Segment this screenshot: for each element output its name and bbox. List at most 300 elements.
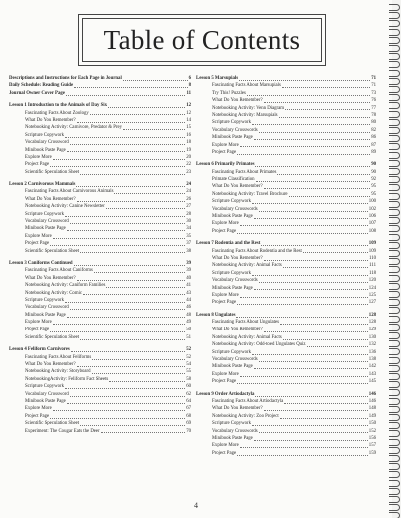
spiral-coil: [389, 201, 400, 208]
entry-page-number: 152: [368, 428, 376, 434]
dot-leader: [67, 317, 185, 318]
dot-leader: [67, 230, 185, 231]
entry-page-number: 145: [368, 379, 376, 385]
spiral-coil: [389, 463, 400, 470]
entry-page-number: 19: [186, 147, 191, 153]
spiral-coil: [389, 143, 400, 150]
spiral-coil: [389, 70, 400, 77]
entry-title: Notebooking Activity: Venn Diagram: [212, 105, 284, 111]
dot-leader: [236, 317, 367, 318]
spiral-coil: [389, 406, 400, 413]
dot-leader: [50, 331, 185, 332]
toc-subentry: [196, 119, 376, 126]
dot-leader: [123, 80, 188, 81]
entry-title: Fascinating Facts About Artiodactyla: [212, 399, 284, 404]
dot-leader: [53, 324, 185, 325]
entry-title: Vocabulary Crosswords: [212, 278, 258, 284]
dot-leader: [94, 272, 185, 273]
toc-subentry: [196, 327, 376, 334]
entry-title: Project Page: [212, 149, 237, 155]
toc-lesson-entry: [9, 346, 191, 353]
toc-subentry: [196, 213, 376, 220]
toc-lesson-entry: [196, 75, 376, 82]
spiral-coil: [389, 307, 400, 314]
entry-title: Lesson 4 Feliform Carnivores: [9, 347, 70, 353]
toc-subentry: [196, 299, 376, 306]
entry-title: What Do You Remember?: [25, 362, 76, 368]
toc-subentry: [196, 319, 376, 326]
entry-page-number: 77: [371, 105, 376, 111]
toc-subentry: [196, 82, 376, 89]
entry-page-number: 22: [186, 162, 191, 168]
entry-title: Fascinating Facts About Rodentia and the Rest: [212, 248, 302, 254]
toc-lesson-entry: [9, 181, 191, 188]
entry-title: What Do You Remember?: [212, 327, 263, 333]
toc-subentry: [196, 220, 376, 227]
dot-leader: [240, 225, 368, 226]
dot-leader: [280, 418, 368, 419]
dot-leader: [237, 455, 368, 456]
toc-subentry: [9, 405, 191, 412]
spiral-coil: [389, 234, 400, 241]
entry-title: Vocabulary Crossword: [25, 391, 69, 397]
spiral-coil: [389, 127, 400, 134]
spiral-coil: [389, 324, 400, 331]
entry-page-number: 54: [186, 362, 191, 368]
page-title: Table of Contents: [103, 24, 301, 55]
dot-leader: [264, 410, 368, 411]
dot-leader: [247, 95, 370, 96]
entry-title: Scripture Copywork: [25, 384, 65, 390]
entry-title: Fascinating Facts About Caniforms: [25, 268, 93, 274]
spiral-coil: [389, 242, 400, 249]
entry-title: Fascinating Facts About Feliforms: [25, 354, 92, 360]
entry-page-number: 69: [186, 421, 191, 427]
spiral-coil: [389, 102, 400, 109]
entry-page-number: 95: [371, 191, 376, 197]
entry-title: Fascinating Facts About Zoology: [25, 110, 89, 116]
spiral-coil: [389, 225, 400, 232]
toc-lesson-entry: [196, 161, 376, 168]
spiral-coil: [389, 45, 400, 52]
toc-subentry: [196, 341, 376, 348]
toc-subentry: [196, 176, 376, 183]
dot-leader: [289, 196, 371, 197]
entry-page-number: 95: [371, 184, 376, 190]
entry-page-number: 48: [186, 312, 191, 318]
entry-page-number: 82: [371, 127, 376, 133]
toc-subentry: [9, 290, 191, 297]
entry-title: Notebooking Activity: Marsupials: [212, 112, 278, 118]
spiral-coil: [389, 152, 400, 159]
entry-title: Scripture Copywork: [212, 199, 252, 205]
entry-title: Scientific Speculation Sheet: [25, 334, 80, 340]
entry-title: Minibook Paste Page: [212, 285, 253, 291]
dot-leader: [123, 129, 185, 130]
dot-leader: [259, 211, 368, 212]
entry-page-number: 51: [186, 334, 191, 340]
entry-page-number: 127: [368, 300, 376, 306]
entry-title: Lesson 2 Carnivorous Mammals: [9, 182, 76, 188]
entry-title: Project Page: [212, 450, 237, 456]
dot-leader: [70, 144, 185, 145]
entry-page-number: 40: [186, 275, 191, 281]
spiral-coil: [389, 266, 400, 273]
toc-subentry: [196, 262, 376, 269]
entry-page-number: 107: [368, 221, 376, 227]
entry-page-number: 106: [368, 214, 376, 220]
toc-subentry: [9, 169, 191, 176]
entry-title: Lesson 5 Marsupials: [196, 75, 239, 81]
dot-leader: [77, 366, 186, 367]
toc-subentry: [196, 371, 376, 378]
entry-page-number: 26: [186, 196, 191, 202]
spiral-coil: [389, 455, 400, 462]
entry-page-number: 28: [186, 211, 191, 217]
entry-page-number: 50: [186, 327, 191, 333]
entry-page-number: 64: [186, 399, 191, 404]
entry-page-number: 16: [186, 132, 191, 138]
dot-leader: [237, 233, 368, 234]
toc-subentry: [9, 327, 191, 334]
dot-leader: [50, 418, 185, 419]
toc-subentry: [196, 191, 376, 198]
entry-title: Notebooking Activity: Comic: [25, 290, 83, 296]
dot-leader: [77, 280, 186, 281]
spiral-coil: [389, 430, 400, 437]
entry-page-number: 41: [186, 283, 191, 289]
toc-subentry: [196, 450, 376, 457]
entry-page-number: 24: [186, 189, 191, 195]
spiral-coil: [389, 160, 400, 167]
entry-title: Explore More: [25, 233, 52, 239]
toc-subentry: [9, 188, 191, 195]
dot-leader: [261, 245, 367, 246]
toc-subentry: [9, 132, 191, 139]
entry-title: Explore More: [212, 221, 239, 227]
entry-title: Explore More: [25, 154, 52, 160]
entry-title: Fascinating Facts About Ungulates: [212, 320, 280, 326]
dot-leader: [279, 117, 371, 118]
dot-leader: [67, 403, 185, 404]
toc-subentry: [196, 334, 376, 341]
entry-page-number: 159: [368, 450, 376, 456]
entry-page-number: 73: [371, 90, 376, 96]
toc-subentry: [9, 304, 191, 311]
entry-title: Scientific Speculation Sheet: [25, 421, 80, 427]
toc-subentry: [9, 203, 191, 210]
entry-page-number: 39: [186, 260, 191, 266]
toc-subentry: [196, 183, 376, 190]
toc-subentry: [196, 206, 376, 213]
toc-subentry: [9, 376, 191, 383]
spiral-coil: [389, 422, 400, 429]
entry-page-number: 44: [186, 297, 191, 303]
entry-title: Try This! Puzzles: [212, 90, 246, 96]
toc-subentry: [9, 334, 191, 341]
entry-page-number: 129: [368, 327, 376, 333]
spiral-coil: [389, 488, 400, 495]
entry-page-number: 11: [186, 90, 191, 96]
entry-title: Project Page: [25, 241, 50, 247]
toc-subentry: [196, 349, 376, 356]
toc-subentry: [196, 398, 376, 405]
dot-leader: [70, 223, 185, 224]
entry-title: Lesson 7 Rodentia and the Rest: [196, 241, 261, 247]
entry-title: Scientific Speculation Sheet: [25, 169, 80, 175]
entry-title: Journal Owner Cover Page: [9, 90, 65, 96]
spiral-coil: [389, 217, 400, 224]
title-frame: [78, 14, 326, 66]
entry-title: Scripture Copywork: [25, 132, 65, 138]
entry-title: Project Page: [212, 228, 237, 234]
entry-title: NotebookingActivity: Feliform Fact Sheets: [25, 376, 109, 382]
entry-page-number: 55: [186, 369, 191, 375]
dot-leader: [65, 137, 185, 138]
spiral-coil: [389, 291, 400, 298]
entry-title: Minibook Paste Page: [212, 435, 253, 441]
entry-title: Vocabulary Crosswords: [212, 357, 258, 363]
entry-title: Lesson 6 Primarily Primates: [196, 162, 255, 168]
entry-title: Project Page: [212, 379, 237, 385]
entry-title: Fascinating Facts About Carnivorous Animals: [25, 189, 114, 195]
toc-subentry: [196, 127, 376, 134]
dot-leader: [240, 376, 368, 377]
spiral-coil: [389, 283, 400, 290]
dot-leader: [67, 151, 185, 152]
toc-subentry: [196, 428, 376, 435]
entry-title: What Do You Remember?: [25, 196, 76, 202]
spiral-coil: [389, 504, 400, 511]
entry-page-number: 90: [371, 162, 376, 168]
toc-subentry: [196, 134, 376, 141]
dot-leader: [254, 440, 368, 441]
spiral-coil: [389, 389, 400, 396]
spiral-coil: [389, 357, 400, 364]
spiral-coil: [389, 348, 400, 355]
spiral-coil: [389, 86, 400, 93]
dot-leader: [237, 304, 368, 305]
spiral-coil: [389, 480, 400, 487]
spiral-coil: [389, 299, 400, 306]
dot-leader: [71, 351, 185, 352]
entry-page-number: 39: [186, 268, 191, 274]
entry-page-number: 8: [188, 83, 191, 89]
dot-leader: [254, 289, 368, 290]
entry-page-number: 35: [186, 233, 191, 239]
toc-subentry: [9, 428, 191, 435]
entry-title: Notebooking Activity: Zoo Project: [212, 413, 279, 419]
entry-title: Experiment: The Cougar Eats the Deer: [25, 428, 100, 434]
toc-subentry: [9, 139, 191, 146]
dot-leader: [254, 139, 370, 140]
entry-title: What Do You Remember?: [212, 98, 263, 104]
entry-title: Scripture Copywork: [212, 421, 252, 427]
dot-leader: [109, 381, 185, 382]
toc-subentry: [196, 442, 376, 449]
toc-right-column: [196, 75, 376, 457]
entry-page-number: 125: [368, 292, 376, 298]
entry-page-number: 86: [371, 135, 376, 141]
entry-title: What Do You Remember?: [25, 275, 76, 281]
entry-page-number: 6: [188, 75, 191, 81]
toc-subentry: [196, 277, 376, 284]
toc-subentry: [196, 413, 376, 420]
entry-page-number: 80: [371, 120, 376, 126]
dot-leader: [74, 265, 186, 266]
entry-title: Minibook Paste Page: [25, 226, 66, 232]
entry-title: Explore More: [212, 371, 239, 377]
dot-leader: [280, 324, 368, 325]
spiral-coil: [389, 414, 400, 421]
toc-subentry: [196, 255, 376, 262]
toc-subentry: [196, 198, 376, 205]
entry-page-number: 12: [186, 110, 191, 116]
entry-title: Vocabulary Crossword: [25, 305, 69, 311]
dot-leader: [70, 309, 185, 310]
dot-leader: [307, 346, 368, 347]
toc-subentry: [9, 248, 191, 255]
entry-title: Explore More: [212, 443, 239, 449]
entry-title: Explore More: [212, 292, 239, 298]
toc-subentry: [9, 391, 191, 398]
spiral-coil: [389, 258, 400, 265]
dot-leader: [76, 186, 185, 187]
entry-page-number: 89: [371, 149, 376, 155]
dot-leader: [282, 87, 370, 88]
entry-page-number: 46: [186, 305, 191, 311]
entry-page-number: 60: [186, 384, 191, 390]
toc-subentry: [9, 354, 191, 361]
entry-title: Minibook Paste Page: [25, 312, 66, 318]
spiral-coil: [389, 78, 400, 85]
spiral-coil: [389, 373, 400, 380]
dot-leader: [264, 260, 368, 261]
toc-subentry: [9, 240, 191, 247]
entry-page-number: 52: [186, 347, 191, 353]
spiral-coil: [389, 365, 400, 372]
entry-title: Descriptions and Instructions for Each Page in Journal: [9, 75, 122, 81]
toc-subentry: [9, 383, 191, 390]
entry-page-number: 68: [186, 413, 191, 419]
entry-page-number: 150: [368, 421, 376, 427]
dot-leader: [252, 203, 368, 204]
entry-page-number: 109: [368, 241, 376, 247]
dot-leader: [80, 425, 185, 426]
toc-lesson-entry: [196, 312, 376, 319]
entry-title: Explore More: [212, 142, 239, 148]
entry-page-number: 14: [186, 117, 191, 123]
dot-leader: [106, 287, 185, 288]
dot-leader: [65, 388, 185, 389]
spiral-coil: [389, 496, 400, 503]
toc-subentry: [196, 90, 376, 97]
entry-title: What Do You Remember?: [212, 406, 263, 412]
spiral-coil: [389, 168, 400, 175]
dot-leader: [237, 383, 368, 384]
dot-leader: [284, 403, 368, 404]
dot-leader: [50, 245, 185, 246]
entry-page-number: 49: [186, 320, 191, 326]
dot-leader: [108, 107, 185, 108]
dot-leader: [74, 87, 187, 88]
entry-title: Project Page: [25, 162, 50, 168]
entry-title: Fascinating Facts About Marsupials: [212, 83, 281, 89]
spiral-coil: [389, 135, 400, 142]
toc-subentry: [9, 218, 191, 225]
toc-lesson-entry: [9, 82, 191, 89]
dot-leader: [240, 447, 368, 448]
entry-page-number: 110: [368, 255, 376, 261]
dot-leader: [303, 252, 368, 253]
entry-title: Project Page: [25, 413, 50, 419]
entry-title: Minibook Paste Page: [25, 399, 66, 404]
toc-subentry: [9, 361, 191, 368]
toc-subentry: [9, 267, 191, 274]
entry-title: Notebooking Activity: Animal Facts: [212, 334, 282, 340]
dot-leader: [70, 396, 185, 397]
entry-page-number: 30: [186, 219, 191, 225]
toc-subentry: [9, 117, 191, 124]
entry-page-number: 146: [368, 391, 376, 397]
entry-page-number: 118: [368, 270, 376, 276]
entry-page-number: 100: [368, 199, 376, 205]
toc-subentry: [9, 398, 191, 405]
entry-title: Primate Classification: [212, 177, 255, 183]
toc-subentry: [9, 110, 191, 117]
entry-page-number: 132: [368, 342, 376, 348]
entry-page-number: 120: [368, 278, 376, 284]
dot-leader: [240, 146, 370, 147]
dot-leader: [77, 201, 186, 202]
toc-subentry: [9, 154, 191, 161]
entry-page-number: 92: [371, 177, 376, 183]
spiral-coil: [389, 29, 400, 36]
dot-leader: [106, 208, 185, 209]
entry-page-number: 52: [186, 354, 191, 360]
dot-leader: [259, 432, 368, 433]
entry-page-number: 37: [186, 241, 191, 247]
spiral-binding: [387, 0, 401, 518]
entry-title: Notebooking Activity: Caniform Families: [25, 283, 106, 289]
dot-leader: [259, 361, 368, 362]
toc-lesson-entry: [196, 240, 376, 247]
entry-title: What Do You Remember?: [25, 117, 76, 123]
entry-page-number: 71: [371, 75, 376, 81]
toc-subentry: [196, 97, 376, 104]
toc-subentry: [9, 297, 191, 304]
dot-leader: [254, 368, 368, 369]
dot-leader: [77, 122, 186, 123]
entry-page-number: 102: [368, 206, 376, 212]
dot-leader: [101, 432, 186, 433]
spiral-coil: [389, 176, 400, 183]
entry-page-number: 23: [186, 169, 191, 175]
dot-leader: [53, 238, 185, 239]
spiral-coil: [389, 332, 400, 339]
dot-leader: [53, 159, 185, 160]
toc-subentry: [9, 147, 191, 154]
entry-page-number: 62: [186, 391, 191, 397]
toc-subentry: [196, 420, 376, 427]
dot-leader: [252, 354, 368, 355]
toc-subentry: [196, 270, 376, 277]
toc-subentry: [9, 233, 191, 240]
dot-leader: [92, 359, 185, 360]
toc-subentry: [196, 169, 376, 176]
toc-subentry: [9, 319, 191, 326]
entry-title: Notebooking Activity: Carnivore, Predator & Prey: [25, 125, 122, 131]
